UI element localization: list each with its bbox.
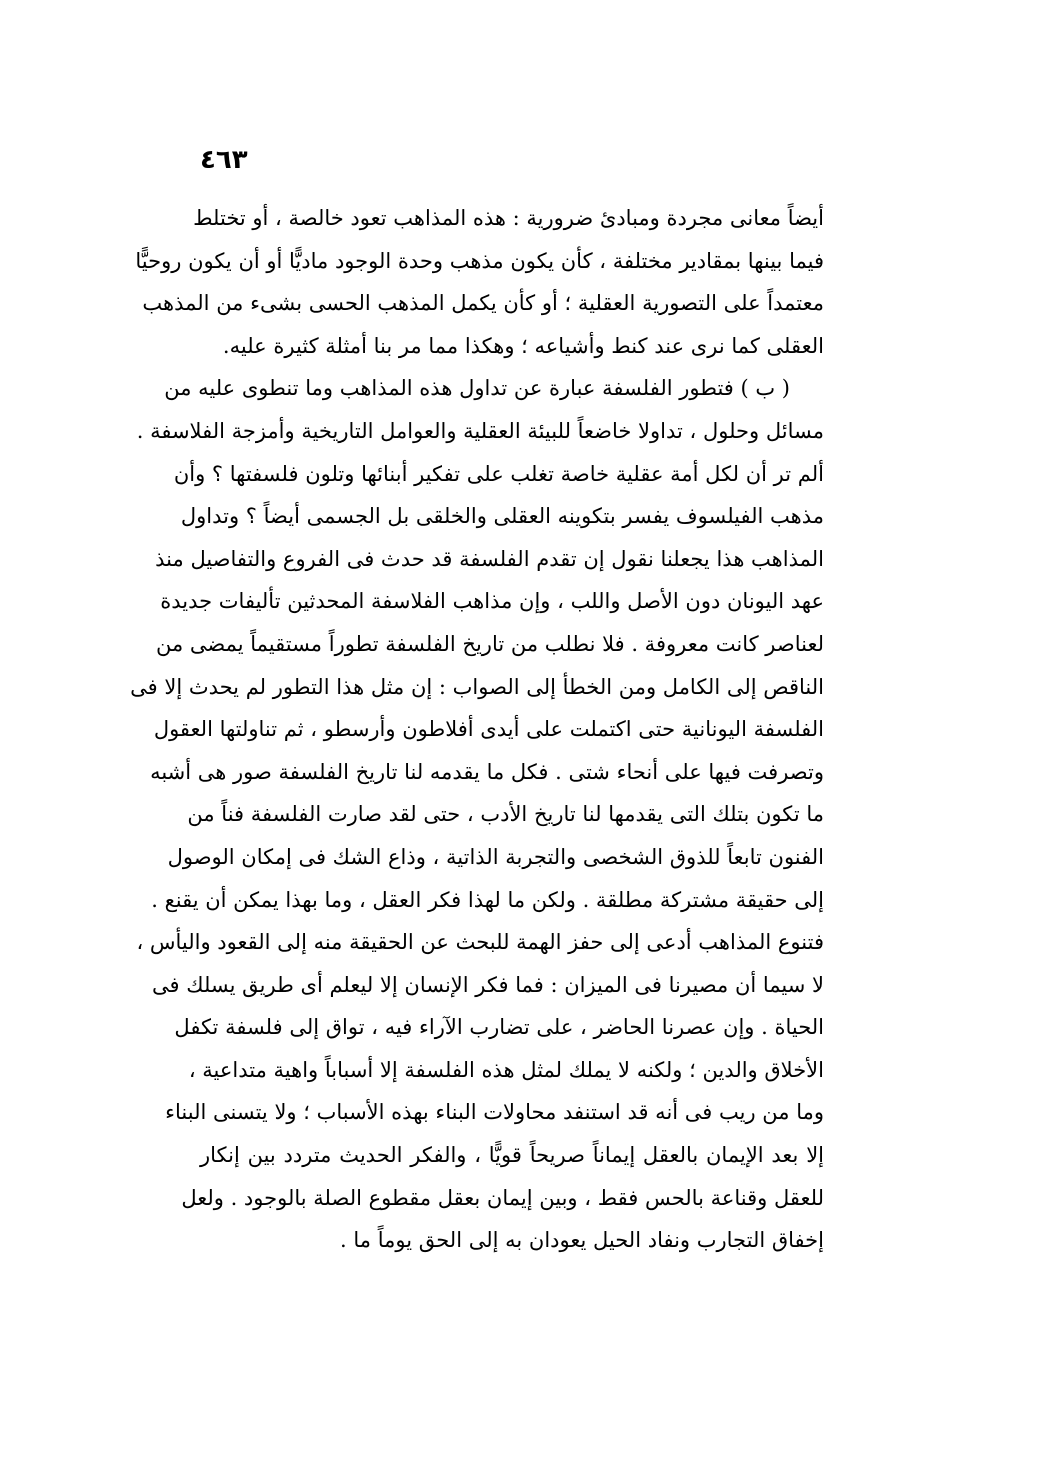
text-line: مسائل وحلول ، تداولا خاضعاً للبيئة العقلية والعوامل التاريخية وأمزجة الفلاسفة . [136, 418, 824, 443]
text-line: إلى حقيقة مشتركة مطلقة . ولكن ما لهذا فكر العقل ، وما بهذا يمكن أن يقنع . [151, 887, 824, 912]
text-line: عهد اليونان دون الأصل واللب ، وإن مذاهب الفلاسفة المحدثين تأليفات جديدة [160, 589, 824, 614]
text-line: وما من ريب فى أنه قد استنفد محاولات البناء بهذه الأسباب ؛ ولا يتسنى البناء [165, 1100, 824, 1125]
page-number: ٤٦٣ [200, 145, 248, 175]
text-line: للعقل وقناعة بالحس فقط ، وبين إيمان بعقل مقطوع الصلة بالوجود . ولعل [181, 1185, 824, 1210]
body-text [130, 197, 824, 1262]
text-line: لا سيما أن مصيرنا فى الميزان : فما فكر الإنسان إلا ليعلم أى طريق يسلك فى [152, 972, 824, 997]
text-line: لعناصر كانت معروفة . فلا نطلب من تاريخ الفلسفة تطوراً مستقيماً يمضى من [155, 631, 824, 656]
text-line: الحياة . وإن عصرنا الحاضر ، على تضارب الآراء فيه ، تواق إلى فلسفة تكفل [174, 1015, 824, 1040]
text-line: معتمداً على التصورية العقلية ؛ أو كأن يكمل المذهب الحسى بشىء من المذهب [142, 291, 824, 316]
text-line: وتصرفت فيها على أنحاء شتى . فكل ما يقدمه لنا تاريخ الفلسفة صور هى أشبه [150, 759, 824, 784]
text-line: المذاهب هذا يجعلنا نقول إن تقدم الفلسفة قد حدث فى الفروع والتفاصيل منذ [155, 546, 824, 571]
text-line: إلا بعد الإيمان بالعقل إيماناً صريحاً قويًّا ، والفكر الحديث متردد بين إنكار [200, 1143, 824, 1168]
text-line: الفنون تابعاً للذوق الشخصى والتجربة الذاتية ، وذاع الشك فى إمكان الوصول [167, 844, 824, 869]
text-line: ( ب ) فتطور الفلسفة عبارة عن تداول هذه المذاهب وما تنطوى عليه من [164, 376, 790, 401]
text-line: أيضاً معانى مجردة ومبادئ ضرورية : هذه المذاهب تعود خالصة ، أو تختلط [193, 206, 824, 230]
text-line: فيما بينها بمقادير مختلفة ، كأن يكون مذهب وحدة الوجود ماديًّا أو أن يكون روحيًّا [135, 248, 824, 273]
text-line: ما تكون بتلك التى يقدمها لنا تاريخ الأدب ، حتى لقد صارت الفلسفة فناً من [187, 802, 824, 827]
text-line: مذهب الفيلسوف يفسر بتكوينه العقلى والخلقى بل الجسمى أيضاً ؟ وتداول [180, 504, 824, 529]
text-line: الأخلاق والدين ؛ ولكنه لا يملك لمثل هذه الفلسفة إلا أسباباً واهية متداعية ، [188, 1057, 824, 1082]
text-line: العقلى كما نرى عند كنط وأشياعه ؛ وهكذا مما مر بنا أمثلة كثيرة عليه. [222, 333, 824, 358]
text-line: ألم تر أن لكل أمة عقلية خاصة تغلب على تفكير أبنائها وتلون فلسفتها ؟ وأن [173, 461, 824, 486]
text-line: إخفاق التجارب ونفاد الحيل يعودان به إلى الحق يوماً ما . [340, 1228, 824, 1253]
text-line: الفلسفة اليونانية حتى اكتملت على أيدى أفلاطون وأرسطو ، ثم تناولتها العقول [153, 717, 824, 742]
text-line: الناقص إلى الكامل ومن الخطأ إلى الصواب : إن مثل هذا التطور لم يحدث إلا فى [130, 674, 824, 699]
text-line: فتنوع المذاهب أدعى إلى حفز الهمة للبحث عن الحقيقة منه إلى القعود واليأس ، [136, 930, 824, 955]
